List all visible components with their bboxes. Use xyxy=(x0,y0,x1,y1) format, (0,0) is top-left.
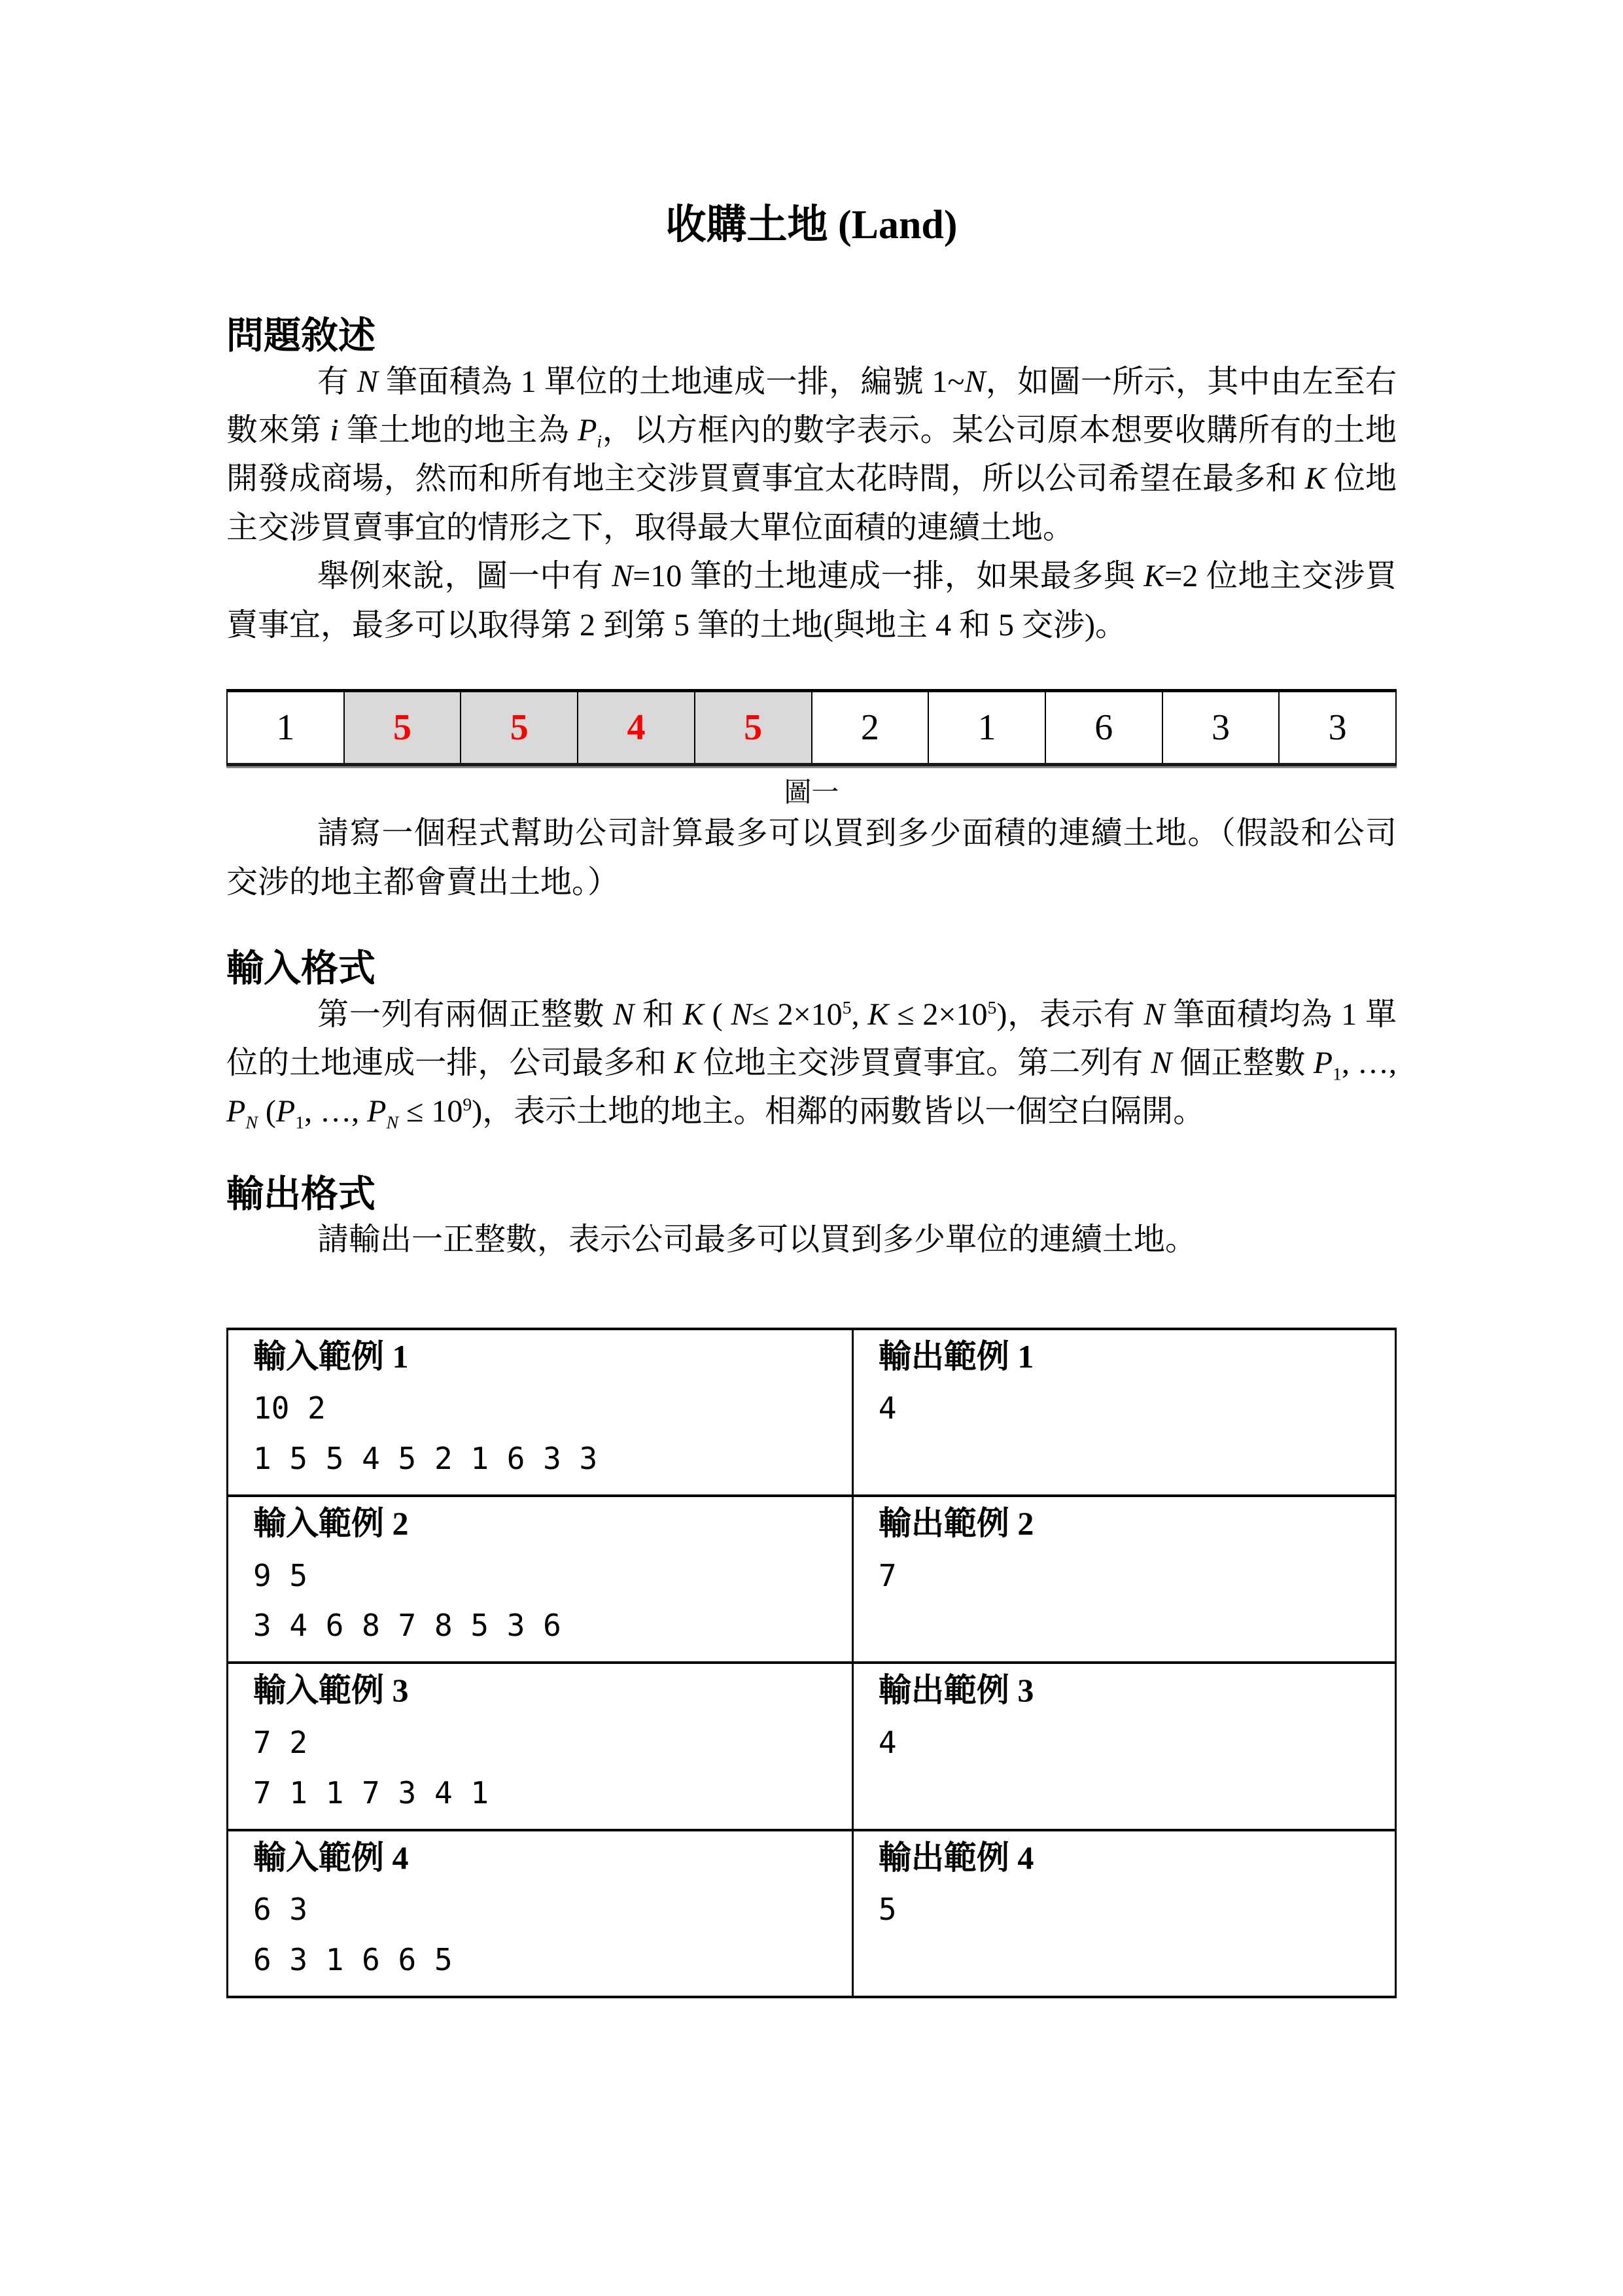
land-cell xyxy=(343,692,461,763)
example-code-line: 6 3 1 6 6 5 xyxy=(253,1942,453,1978)
land-cell xyxy=(811,692,928,763)
land-cell xyxy=(928,692,1045,763)
example-code-line: 7 1 1 7 3 4 1 xyxy=(253,1775,489,1810)
section-heading-output-format: 輸出格式 xyxy=(226,1173,375,1215)
land-owner-value: 5 xyxy=(393,707,412,748)
example-code-line: 6 3 xyxy=(253,1892,308,1928)
example-output-cell xyxy=(852,1329,1395,1496)
example-code-line: 5 xyxy=(878,1892,897,1928)
example-code-line: 3 4 6 8 7 8 5 3 6 xyxy=(253,1608,561,1644)
input-format-paragraph: 第一列有兩個正整數 N 和 K ( $N\le 2\times 10^5$, $K \le 2\times 10^5$)，表示有 N 筆面積均為 1 單位的土地連成一排，公司最多和 K 位地主交涉買賣事宜。第二列有 N 個正整數 $P_1$, …, $P_N$ ($P_1$, …, $P_N \le 10^9$)，表示土地的地主。相鄰的兩數皆以一個空白隔開。 xyxy=(226,997,1397,1134)
problem-paragraph-2: 舉例來說，圖一中有 N=10 筆的土地連成一排，如果最多與 K=2 位地主交涉買賣事宜，最多可以取得第 2 到第 5 筆的土地(與地主 4 和 5 交涉)。 xyxy=(226,559,1397,643)
example-row xyxy=(228,1663,1396,1829)
example-output-label: 輸出範例 2 xyxy=(878,1505,1034,1542)
example-input-label: 輸入範例 4 xyxy=(253,1839,409,1876)
land-owner-value: 5 xyxy=(744,707,763,748)
example-input-cell xyxy=(228,1329,853,1496)
example-code-line: 9 5 xyxy=(253,1557,308,1593)
example-code-line: 10 2 xyxy=(253,1390,326,1426)
section-heading-problem: 問題敘述 xyxy=(226,315,375,357)
example-input-cell xyxy=(228,1663,853,1829)
example-output-label: 輸出範例 3 xyxy=(878,1672,1034,1709)
land-owner-value: 3 xyxy=(1328,707,1347,748)
output-format-paragraph: 請輸出一正整數，表示公司最多可以買到多少單位的連續土地。 xyxy=(317,1222,1197,1258)
section-heading-input-format: 輸入格式 xyxy=(226,948,375,990)
figure-land-strip xyxy=(226,689,1397,766)
page-title: 收購土地 (Land) xyxy=(665,203,958,247)
problem-paragraph-3: 請寫一個程式幫助公司計算最多可以買到多少面積的連續土地。（假設和公司交涉的地主都會賣出土地。） xyxy=(226,816,1397,900)
examples-table xyxy=(226,1328,1397,1998)
land-cell xyxy=(694,692,811,763)
land-owner-value: 1 xyxy=(977,707,996,748)
example-input-cell xyxy=(228,1496,853,1663)
example-output-cell xyxy=(852,1663,1395,1829)
example-input-label: 輸入範例 2 xyxy=(253,1505,409,1542)
example-output-label: 輸出範例 4 xyxy=(878,1839,1034,1876)
land-cell xyxy=(1162,692,1279,763)
example-output-cell xyxy=(852,1830,1395,1997)
example-row xyxy=(228,1830,1396,1997)
example-row xyxy=(228,1329,1396,1496)
example-input-label: 輸入範例 3 xyxy=(253,1672,409,1709)
example-code-line: 7 2 xyxy=(253,1724,308,1760)
land-owner-value: 6 xyxy=(1094,707,1113,748)
land-owner-value: 4 xyxy=(627,707,646,748)
land-cell xyxy=(460,692,577,763)
land-owner-value: 5 xyxy=(510,707,529,748)
land-cell xyxy=(1278,692,1395,763)
example-code-line: 7 xyxy=(878,1557,897,1593)
example-code-line: 4 xyxy=(878,1390,897,1426)
land-owner-value: 3 xyxy=(1211,707,1230,748)
land-cell xyxy=(228,692,343,763)
example-code-line: 1 5 5 4 5 2 1 6 3 3 xyxy=(253,1441,598,1477)
example-input-cell xyxy=(228,1830,853,1997)
land-cell xyxy=(577,692,694,763)
example-row xyxy=(228,1496,1396,1663)
example-output-cell xyxy=(852,1496,1395,1663)
example-input-label: 輸入範例 1 xyxy=(253,1337,409,1375)
land-cell xyxy=(1045,692,1162,763)
figure-caption: 圖一 xyxy=(784,777,839,808)
example-output-label: 輸出範例 1 xyxy=(878,1337,1034,1375)
problem-paragraph-1: 有 N 筆面積為 1 單位的土地連成一排，編號 1~N，如圖一所示，其中由左至右數來第 i 筆土地的地主為 $P_i$，以方框內的數字表示。某公司原本想要收購所有的土地開發成商場，然而和所有地主交涉買賣事宜太花時間，所以公司希望在最多和 K 位地主交涉買賣事宜的情形之下，取得最大單位面積的連續土地。 xyxy=(226,364,1397,545)
example-code-line: 4 xyxy=(878,1724,897,1760)
land-owner-value: 2 xyxy=(860,707,879,748)
land-owner-value: 1 xyxy=(276,707,295,748)
